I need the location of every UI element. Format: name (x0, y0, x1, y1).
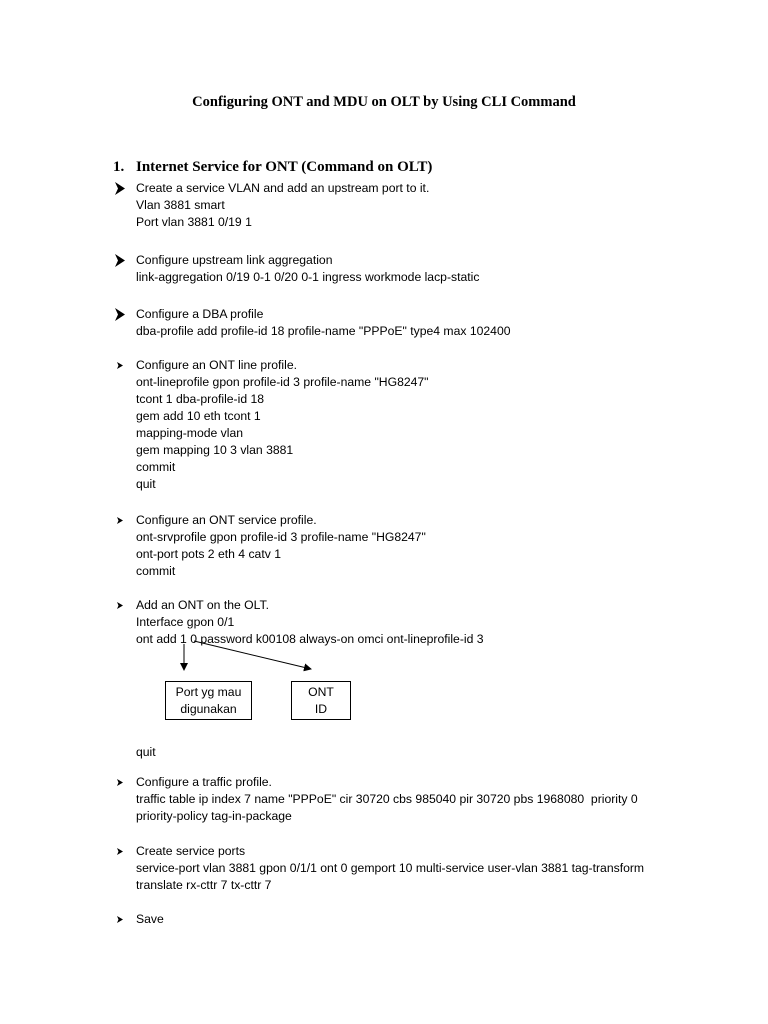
arrow-to-ont-box (194, 641, 311, 669)
command-line: Save (136, 912, 164, 926)
step-text: Configure an ONT service profile. (136, 513, 317, 527)
command-line: commit (136, 460, 176, 474)
command-line: ont add 1 0 password k00108 always-on omci ont-lineprofile-id 3 (136, 632, 484, 646)
command-line: ont-lineprofile gpon profile-id 3 profile-name "HG8247" (136, 375, 429, 389)
step-text: Add an ONT on the OLT. (136, 598, 270, 612)
step-save (113, 911, 673, 928)
command-line: commit (136, 564, 176, 578)
command-line: traffic table ip index 7 name "PPPoE" cir 30720 cbs 985040 pir 30720 pbs 1968080 priority 0 (136, 792, 638, 806)
command-line: quit (136, 477, 156, 491)
command-line: dba-profile add profile-id 18 profile-name "PPPoE" type4 max 102400 (136, 324, 511, 338)
step-text: Create a service VLAN and add an upstream port to it. (136, 181, 430, 195)
command-line: mapping-mode vlan (136, 426, 244, 440)
command-line: tcont 1 dba-profile-id 18 (136, 392, 265, 406)
step-text: Configure upstream link aggregation (136, 253, 333, 267)
port-annotation-box (165, 681, 252, 720)
command-line: gem add 10 eth tcont 1 (136, 409, 261, 423)
command-line: quit (136, 745, 156, 759)
command-line: Port vlan 3881 0/19 1 (136, 215, 252, 229)
arrow-bullet-icon (113, 911, 135, 928)
step-text: Configure a traffic profile. (136, 775, 272, 789)
command-line: link-aggregation 0/19 0-1 0/20 0-1 ingress workmode lacp-static (136, 270, 480, 284)
arrow-bullet-icon (113, 774, 135, 791)
command-line: priority-policy tag-in-package (136, 809, 292, 823)
command-line: Vlan 3881 smart (136, 198, 225, 212)
section-heading-text: Internet Service for ONT (Command on OLT) (136, 159, 433, 175)
step-service-ports (113, 843, 673, 894)
ont-box-line: ONT (308, 685, 334, 699)
command-line: gem mapping 10 3 vlan 3881 (136, 443, 294, 457)
command-line: ont-srvprofile gpon profile-id 3 profile-name "HG8247" (136, 530, 426, 544)
section-number: 1. (113, 159, 125, 175)
ont-id-annotation-box (291, 681, 351, 720)
step-text: Configure a DBA profile (136, 307, 264, 321)
step-quit (113, 744, 673, 761)
step-traffic-profile (113, 774, 673, 825)
ont-box-line: ID (314, 702, 328, 716)
document-title: Configuring ONT and MDU on OLT by Using CLI Command (192, 94, 576, 110)
step-text: Configure an ONT line profile. (136, 358, 298, 372)
command-line: Interface gpon 0/1 (136, 615, 235, 629)
port-box-line: digunakan (180, 702, 237, 716)
port-box-line: Port yg mau (175, 685, 242, 699)
step-text: Create service ports (136, 844, 246, 858)
command-line: translate rx-cttr 7 tx-cttr 7 (136, 878, 272, 892)
command-line: service-port vlan 3881 gpon 0/1/1 ont 0 gemport 10 multi-service user-vlan 3881 tag-transform (136, 861, 645, 875)
command-line: ont-port pots 2 eth 4 catv 1 (136, 547, 281, 561)
arrow-bullet-icon (113, 843, 135, 860)
